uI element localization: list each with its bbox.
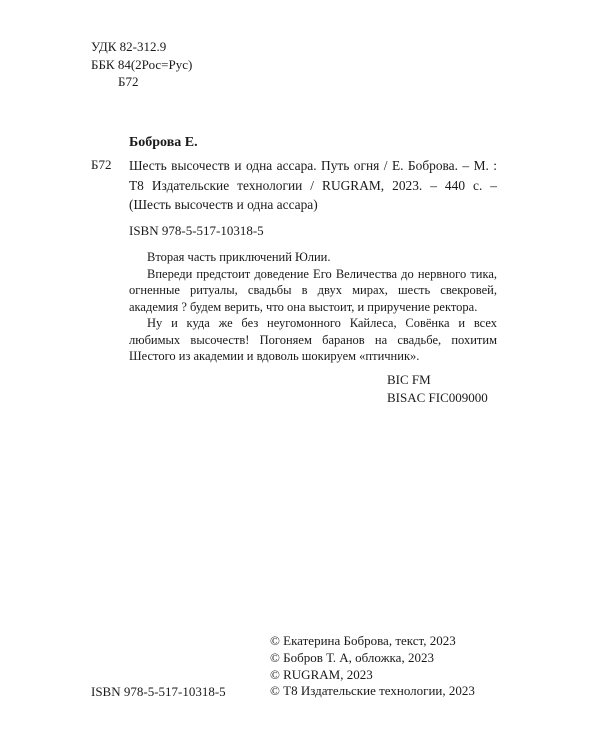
copyright-line: © Екатерина Боброва, текст, 2023	[270, 633, 456, 648]
annotation-paragraph: Впереди предстоит доведение Его Величества до нервного тика, огненные ритуалы, свадьбы в двух мирах, шесть свекровей, академия ? будем верить, что она выстоит, и приручение ректора.	[129, 266, 497, 314]
catalog-isbn: ISBN 978-5-517-10318-5	[129, 223, 264, 238]
author-heading: Боброва Е.	[129, 135, 198, 150]
classification-block	[91, 38, 192, 91]
catalog-author-sign: Б72	[91, 157, 112, 172]
udk-code: УДК 82-312.9	[91, 39, 167, 54]
author-sign-code: Б72	[118, 74, 139, 89]
copyright-block	[270, 633, 475, 700]
copyright-line: © RUGRAM, 2023	[270, 666, 373, 682]
bibliographic-entry: Шесть высочеств и одна ассара. Путь огня / Е. Боброва. – М. : Т8 Издательские технологии / RUGRAM, 2023. – 440 с. – (Шесть высочеств и одна ассара)	[129, 158, 497, 212]
bisac-code: BISAC FIC009000	[387, 390, 488, 405]
bic-code: BIC FM	[387, 372, 431, 387]
copyright-line: © Бобров Т. А, обложка, 2023	[270, 649, 434, 665]
footer-isbn: ISBN 978-5-517-10318-5	[91, 684, 226, 699]
annotation-paragraph: Вторая часть приключений Юлии.	[147, 250, 331, 264]
copyright-line: © Т8 Издательские технологии, 2023	[270, 683, 475, 699]
annotation-block	[129, 249, 497, 365]
bbk-code: ББК 84(2Рос=Рус)	[91, 56, 193, 72]
annotation-paragraph: Ну и куда же без неугомонного Кайлеса, Совёнка и всех любимых высочеств! Погоняем баранов на свадьбе, похитим Шестого из академии и вдоволь шокируем «птичник».	[129, 316, 497, 363]
subject-codes	[387, 371, 488, 407]
